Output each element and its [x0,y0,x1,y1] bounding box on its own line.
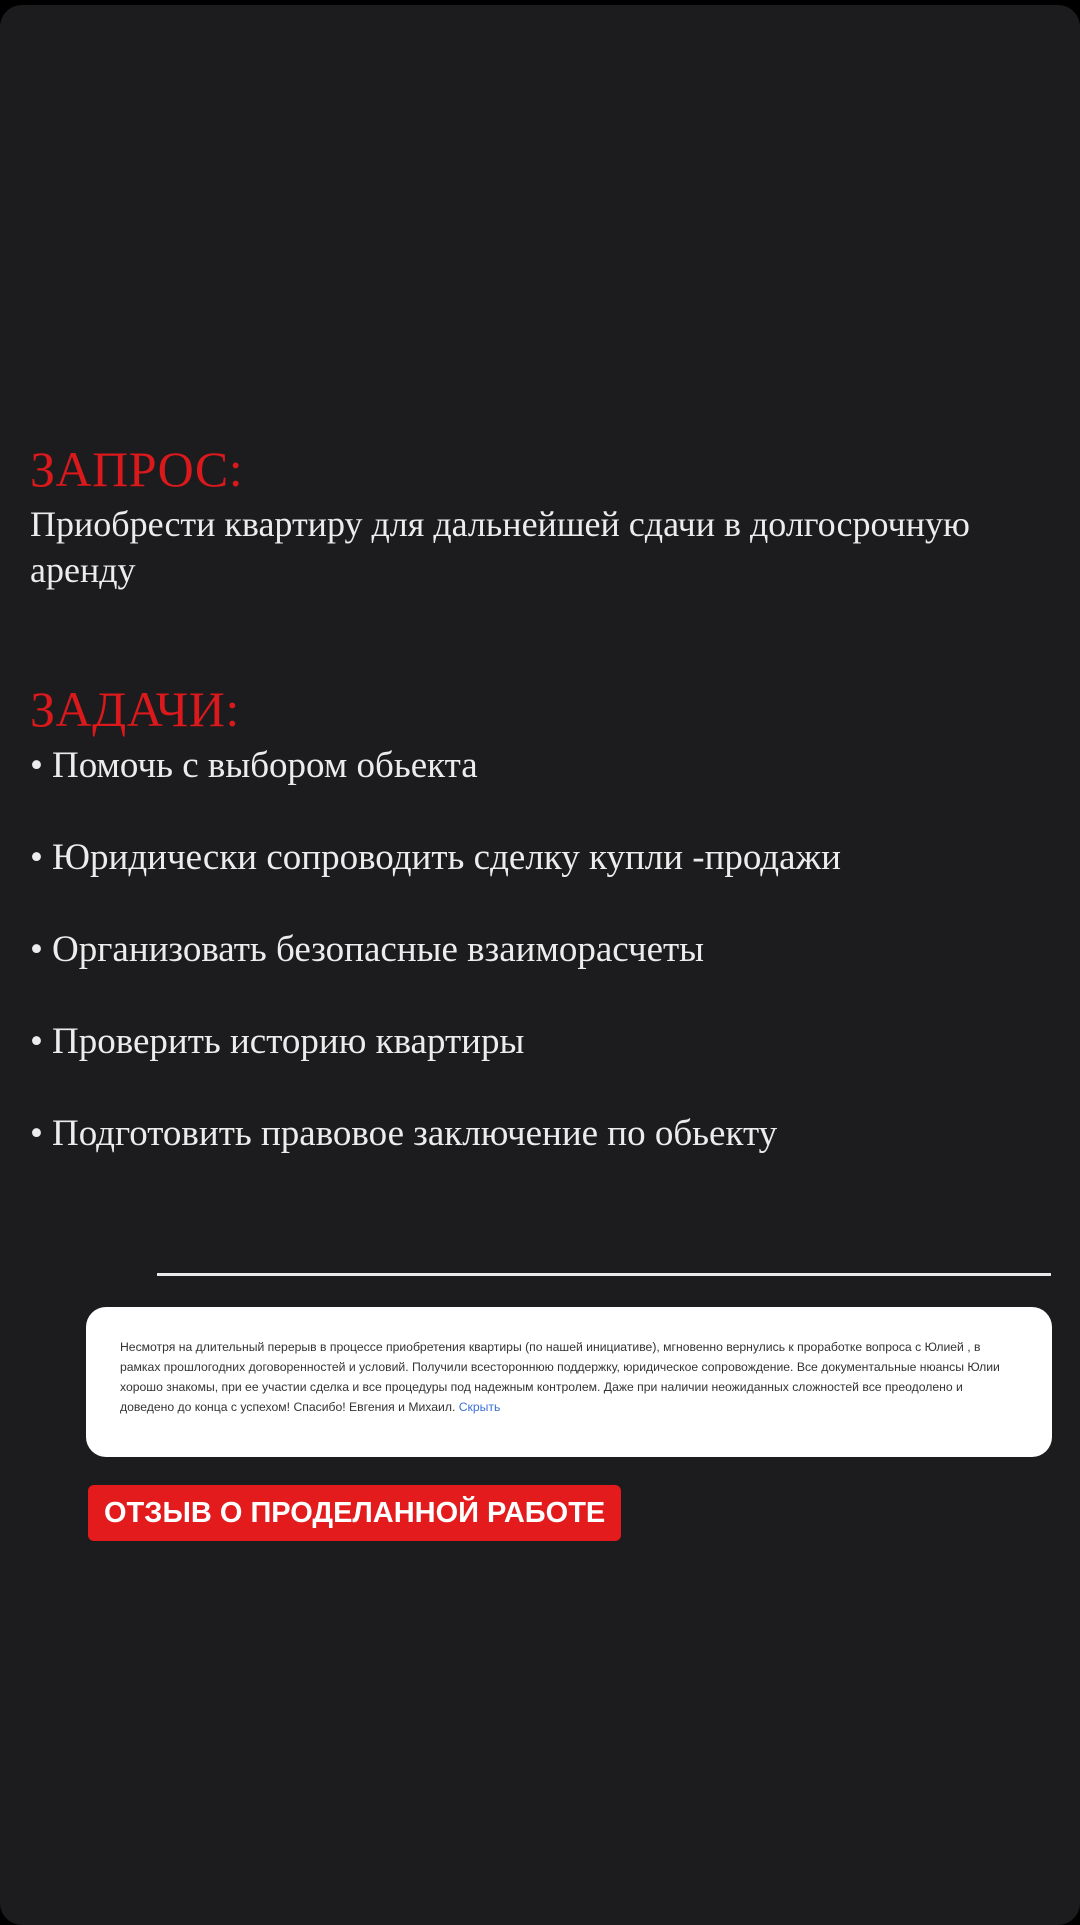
task-item-label: Организовать безопасные взаиморасчеты [52,929,705,970]
divider [157,1273,1051,1276]
task-item [30,927,1050,1019]
review-text: Несмотря на длительный перерыв в процессе приобретения квартиры (по нашей инициативе), мгновенно вернулись к проработке вопроса с Юлией , в рамках прошлогодних договоренностей и условий. Получили всестороннюю поддержку, юридическое сопровождение. Все документальные нюансы Юлии хорошо знакомы, при ее участии сделка и все процедуры под надежным контролем. Даже при наличии неожиданных сложностей все преодолено и доведено до конца с успехом! Спасибо! Евгения и Михаил. [120,1340,1000,1414]
task-item-label: Проверить историю квартиры [52,1021,525,1062]
task-item [30,1111,1050,1203]
task-item-label: Юридически сопроводить сделку купли -продажи [52,837,841,878]
task-item-label: Помочь с выбором обьекта [52,745,478,786]
bullet-icon: • [30,929,43,970]
review-label: ОТЗЫВ О ПРОДЕЛАННОЙ РАБОТЕ [88,1485,621,1541]
request-text: Приобрести квартиру для дальнейшей сдачи в долгосрочную аренду [30,504,970,590]
tasks-section [30,679,1050,1203]
hide-review-link[interactable]: Скрыть [458,1400,501,1414]
request-section [30,439,1050,593]
review-card [86,1307,1052,1457]
story-card [0,5,1080,1925]
task-item [30,835,1050,927]
request-heading: ЗАПРОС: [30,441,244,497]
bullet-icon: • [30,745,43,786]
tasks-heading: ЗАДАЧИ: [30,681,240,737]
task-item [30,743,1050,835]
bullet-icon: • [30,1113,43,1154]
task-item-label: Подготовить правовое заключение по обьекту [52,1113,778,1154]
task-list [30,743,1050,1203]
bullet-icon: • [30,837,43,878]
task-item [30,1019,1050,1111]
bullet-icon: • [30,1021,43,1062]
